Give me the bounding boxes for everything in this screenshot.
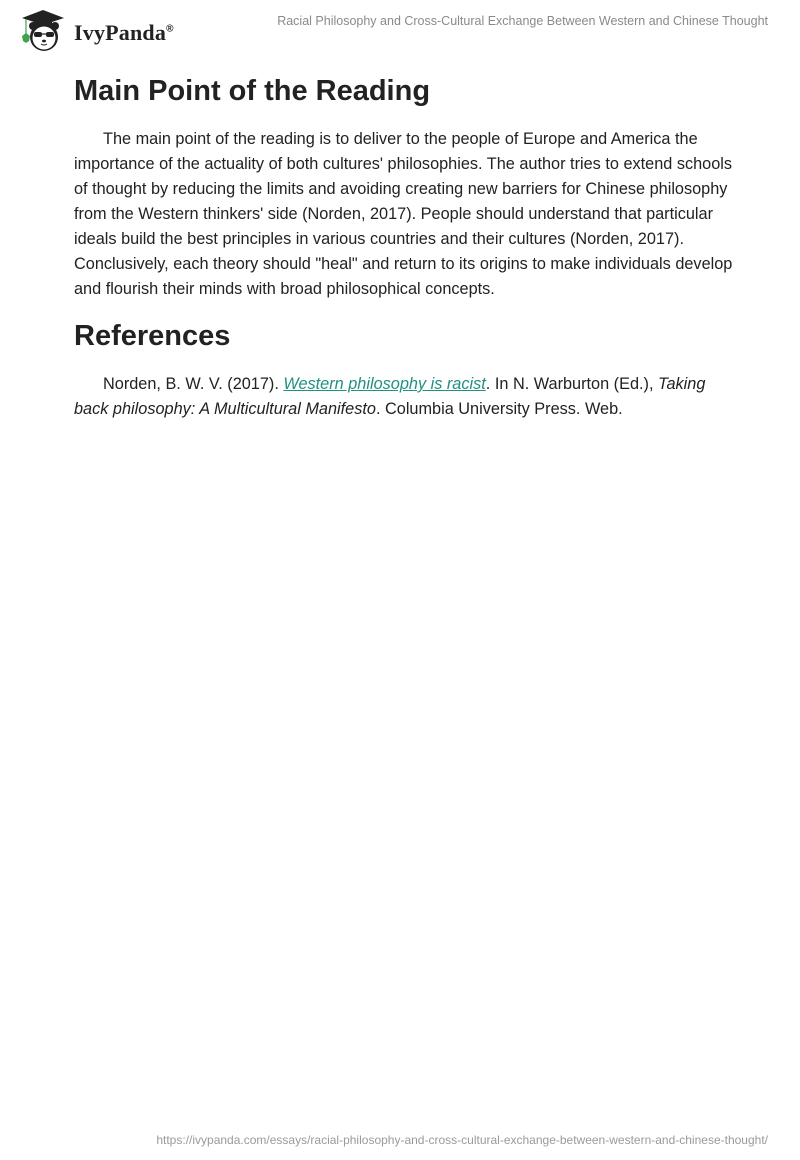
reference-editor: . In N. Warburton (Ed.), [485,375,659,393]
document-body [74,72,734,422]
references-heading: References [74,320,231,352]
reference-publisher: . Columbia University Press. Web. [375,400,623,418]
panda-graduation-cap-icon [20,8,66,54]
logo-text: IvyPanda® [74,20,174,45]
main-point-paragraph: The main point of the reading is to deliver to the people of Europe and America the importance of the actuality of both cultures' philosophies. The author tries to extend schools of thought by reducing the limits and avoiding creating new barriers for Chinese philosophy from the Western thinkers' side (Norden, 2017). People should understand that particular ideals build the best principles in various countries and their cultures (Norden, 2017). Conclusively, each theory should "heal" and return to its origins to make individuals develop and flourish their minds with broad philosophical concepts. [74,130,733,298]
reference-entry [74,372,734,422]
main-point-heading: Main Point of the Reading [74,75,431,107]
ivypanda-logo[interactable] [20,8,174,54]
footer-url[interactable]: https://ivypanda.com/essays/racial-philosophy-and-cross-cultural-exchange-between-western-and-chinese-thought/ [156,1133,768,1147]
running-title: Racial Philosophy and Cross-Cultural Exchange Between Western and Chinese Thought [277,14,768,28]
reference-authors: Norden, B. W. V. (2017). [103,375,284,393]
reference-book-title: Taking back philosophy: A Multicultural Manifesto [74,375,706,418]
reference-link[interactable]: Western philosophy is racist [283,375,486,393]
